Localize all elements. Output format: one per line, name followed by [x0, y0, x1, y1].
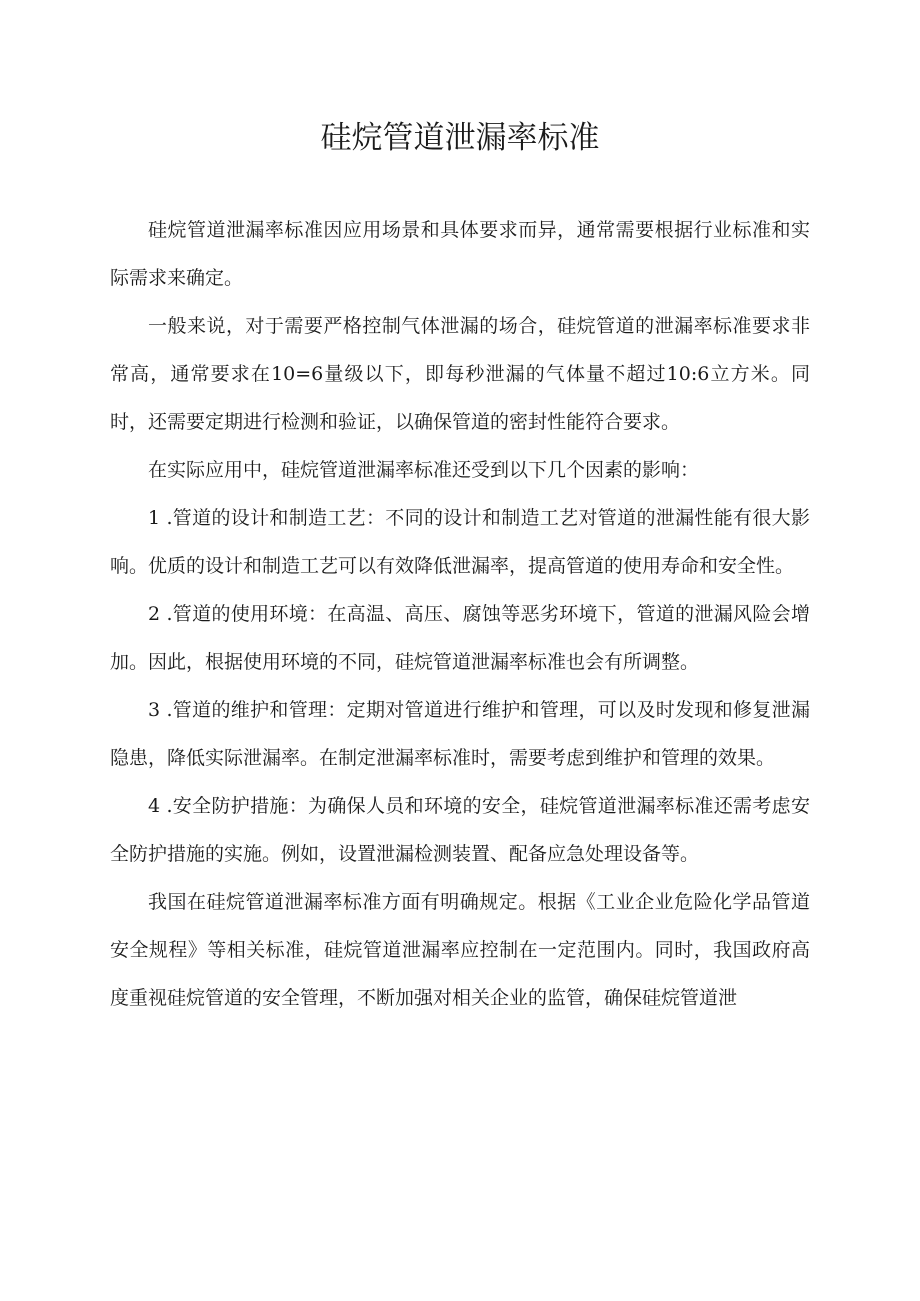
paragraph-general: 一般来说，对于需要严格控制气体泄漏的场合，硅烷管道的泄漏率标准要求非常高，通常要求在10=6量级以下，即每秒泄漏的气体量不超过10:6立方米。同时，还需要定期进行检测和验证，以确保管道的密封性能符合要求。 [110, 315, 810, 433]
paragraph-factors-intro: 在实际应用中，硅烷管道泄漏率标准还受到以下几个因素的影响： [148, 459, 700, 481]
document-title: 硅烷管道泄漏率标准 [320, 120, 600, 156]
paragraph-factor-4: 4 .安全防护措施：为确保人员和环境的安全，硅烷管道泄漏率标准还需考虑安全防护措施的实施。例如，设置泄漏检测装置、配备应急处理设备等。 [110, 795, 810, 865]
paragraph-regulation: 我国在硅烷管道泄漏率标准方面有明确规定。根据《工业企业危险化学品管道安全规程》等相关标准，硅烷管道泄漏率应控制在一定范围内。同时，我国政府高度重视硅烷管道的安全管理，不断加强对相关企业的监管，确保硅烷管道泄 [110, 891, 810, 1009]
paragraph-factor-1: 1 .管道的设计和制造工艺：不同的设计和制造工艺对管道的泄漏性能有很大影响。优质的设计和制造工艺可以有效降低泄漏率，提高管道的使用寿命和安全性。 [110, 507, 810, 577]
document-body [110, 206, 810, 1022]
paragraph-factor-2: 2 .管道的使用环境：在高温、高压、腐蚀等恶劣环境下，管道的泄漏风险会增加。因此，根据使用环境的不同，硅烷管道泄漏率标准也会有所调整。 [110, 603, 810, 673]
paragraph-factor-3: 3 .管道的维护和管理：定期对管道进行维护和管理，可以及时发现和修复泄漏隐患，降低实际泄漏率。在制定泄漏率标准时，需要考虑到维护和管理的效果。 [110, 699, 810, 769]
paragraph-intro: 硅烷管道泄漏率标准因应用场景和具体要求而异，通常需要根据行业标准和实际需求来确定。 [110, 219, 810, 289]
